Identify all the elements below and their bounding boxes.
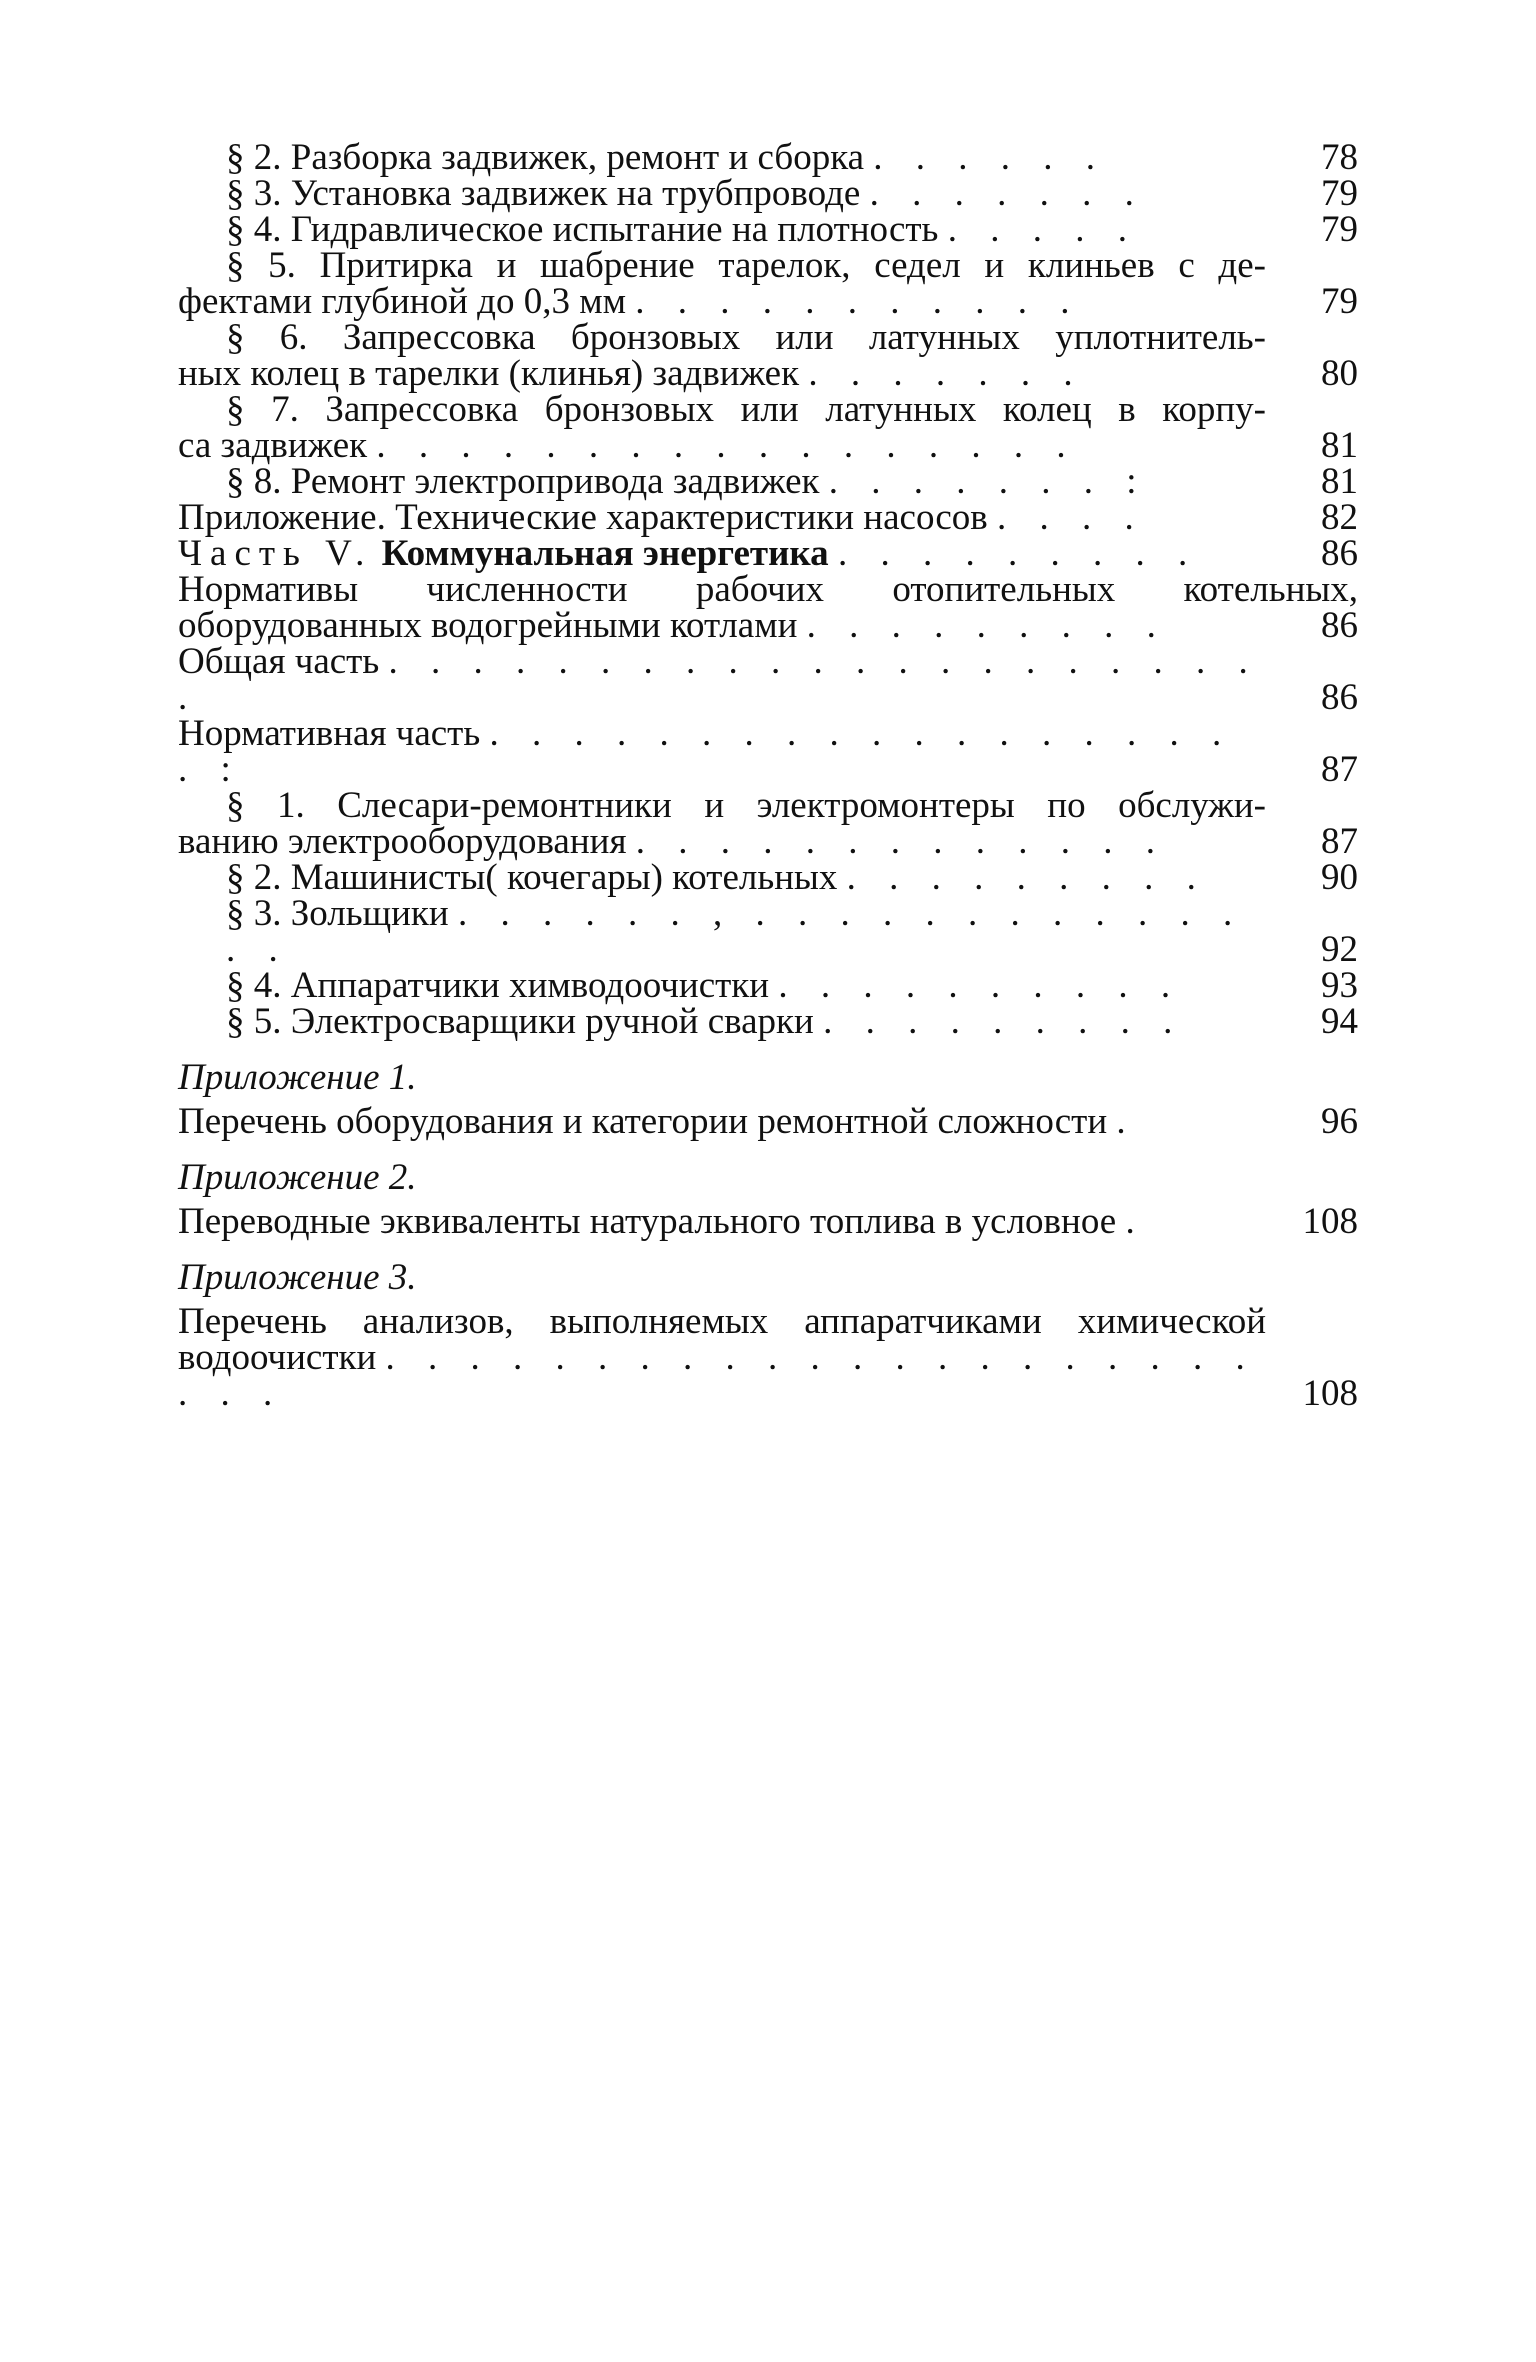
appendix-entry: [178, 1101, 1358, 1142]
page-number: 81: [1321, 425, 1358, 466]
page-number: 94: [1321, 1001, 1358, 1042]
page-number: 78: [1321, 137, 1358, 178]
part-title: Коммунальная энергетика: [381, 533, 829, 574]
page-number: 90: [1321, 857, 1358, 898]
page-number: 81: [1321, 461, 1358, 502]
entry-title: § 3. Зольщики: [226, 893, 449, 934]
page-number: 80: [1321, 353, 1358, 394]
leader-dots: . . . . . . . . .: [846, 857, 1208, 898]
page-number: 79: [1321, 281, 1358, 322]
entry-title: Нормативная часть: [178, 713, 481, 754]
entry-title: § 4. Аппаратчики химводоочистки: [226, 965, 770, 1006]
page-number: 79: [1321, 209, 1358, 250]
toc-entry: [178, 209, 1358, 250]
toc-entry: [178, 641, 1358, 718]
table-of-contents: [178, 137, 1358, 1422]
page-number: 86: [1321, 677, 1358, 718]
toc-entry: [178, 893, 1358, 970]
page-number: 86: [1321, 605, 1358, 646]
entry-title-line-1: Перечень анализов, выполняемых аппаратчиками химической: [178, 1301, 1266, 1342]
entry-title-line-1: Нормативы численности рабочих отопительных котельных,: [178, 569, 1358, 610]
page-number: 86: [1321, 533, 1358, 574]
toc-entry: [178, 389, 1358, 466]
page-number: 108: [1302, 1201, 1358, 1242]
entry-title-line-1: § 7. Запрессовка бронзовых или латунных колец в корпу-: [226, 389, 1266, 430]
toc-entry: [178, 1001, 1358, 1042]
entry-title-line-2: водоочистки: [178, 1337, 377, 1378]
leader-dots: . . . . . . . . . . . . . . . . .: [376, 425, 1078, 466]
entry-title: § 2. Разборка задвижек, ремонт и сборка: [226, 137, 865, 178]
entry-title-line-2: оборудованных водогрейными котлами: [178, 605, 798, 646]
entry-title-line-1: § 1. Слесари-ремонтники и электромонтеры по обслужи-: [226, 785, 1266, 826]
toc-entry: [178, 857, 1358, 898]
entry-title: Переводные эквиваленты натурального топлива в условное: [178, 1201, 1117, 1242]
toc-entry: [178, 713, 1358, 790]
leader-dots: .: [1125, 1201, 1147, 1242]
appendix-heading: Приложение 1.: [178, 1057, 417, 1098]
page-number: 79: [1321, 173, 1358, 214]
leader-dots: . . . . . . .: [869, 173, 1146, 214]
toc-part-heading: [178, 533, 1358, 574]
page-number: 93: [1321, 965, 1358, 1006]
appendix-entry: [178, 1201, 1358, 1242]
entry-title-line-1: § 5. Притирка и шабрение тарелок, седел и клиньев с де-: [226, 245, 1266, 286]
page-number: 87: [1321, 821, 1358, 862]
part-label: Часть V.: [178, 533, 373, 574]
entry-title: § 5. Электросварщики ручной сварки: [226, 1001, 814, 1042]
toc-entry: [178, 569, 1358, 646]
entry-title: § 4. Гидравлическое испытание на плотность: [226, 209, 939, 250]
toc-entry: [178, 245, 1358, 322]
entry-title: Общая часть: [178, 641, 380, 682]
entry-title-line-2: фектами глубиной до 0,3 мм: [178, 281, 627, 322]
page-number: 82: [1321, 497, 1358, 538]
toc-entry: [178, 137, 1358, 178]
toc-entry: [178, 785, 1358, 862]
leader-dots: . . . . . . . . . .: [778, 965, 1183, 1006]
leader-dots: . . . . .: [947, 209, 1139, 250]
toc-entry: [178, 461, 1358, 502]
page-number: 96: [1321, 1101, 1358, 1142]
entry-title-line-1: § 6. Запрессовка бронзовых или латунных уплотнитель-: [226, 317, 1266, 358]
leader-dots: . . . . . . . . . . .: [635, 281, 1082, 322]
leader-dots: . . . . . . . . .: [806, 605, 1168, 646]
appendix-entry: [178, 1301, 1358, 1414]
leader-dots: . . . . . . . . . . . . . . . . . . . . . .: [178, 641, 1260, 718]
leader-dots: . . . . . . . . . . . . .: [635, 821, 1167, 862]
page-number: 92: [1321, 929, 1358, 970]
leader-dots: . . . . . .: [873, 137, 1108, 178]
appendix-heading: Приложение 3.: [178, 1257, 417, 1298]
leader-dots: .: [1116, 1101, 1138, 1142]
page-number: 108: [1302, 1373, 1358, 1414]
leader-dots: . . . . . . . . .: [837, 533, 1200, 574]
leader-dots: . . . . . . .: [808, 353, 1085, 394]
leader-dots: . . . . . . . . . . . . . . . . . . . . . . . .: [178, 1337, 1257, 1414]
leader-dots: . . . . . . , . . . . . . . . . . . . . .: [226, 893, 1245, 970]
entry-title-line-2: са задвижек: [178, 425, 368, 466]
leader-dots: . . . . . . . . .: [823, 1001, 1185, 1042]
leader-dots: . . . . . . . :: [828, 461, 1149, 502]
entry-title-line-2: ных колец в тарелки (клинья) задвижек: [178, 353, 800, 394]
page-number: 87: [1321, 749, 1358, 790]
toc-entry: [178, 497, 1358, 538]
toc-entry: [178, 317, 1358, 394]
entry-title: § 8. Ремонт электропривода задвижек: [226, 461, 820, 502]
leader-dots: . . . .: [997, 497, 1146, 538]
entry-title: § 3. Установка задвижек на трубпроводе: [226, 173, 861, 214]
leader-dots: . . . . . . . . . . . . . . . . . . . :: [178, 713, 1234, 790]
entry-title: Приложение. Технические характеристики насосов: [178, 497, 988, 538]
entry-title: Перечень оборудования и категории ремонтной сложности: [178, 1101, 1108, 1142]
toc-entry: [178, 965, 1358, 1006]
entry-title-line-2: ванию электрооборудования: [178, 821, 627, 862]
toc-entry: [178, 173, 1358, 214]
entry-title: § 2. Машинисты( кочегары) котельных: [226, 857, 838, 898]
appendix-heading: Приложение 2.: [178, 1157, 417, 1198]
